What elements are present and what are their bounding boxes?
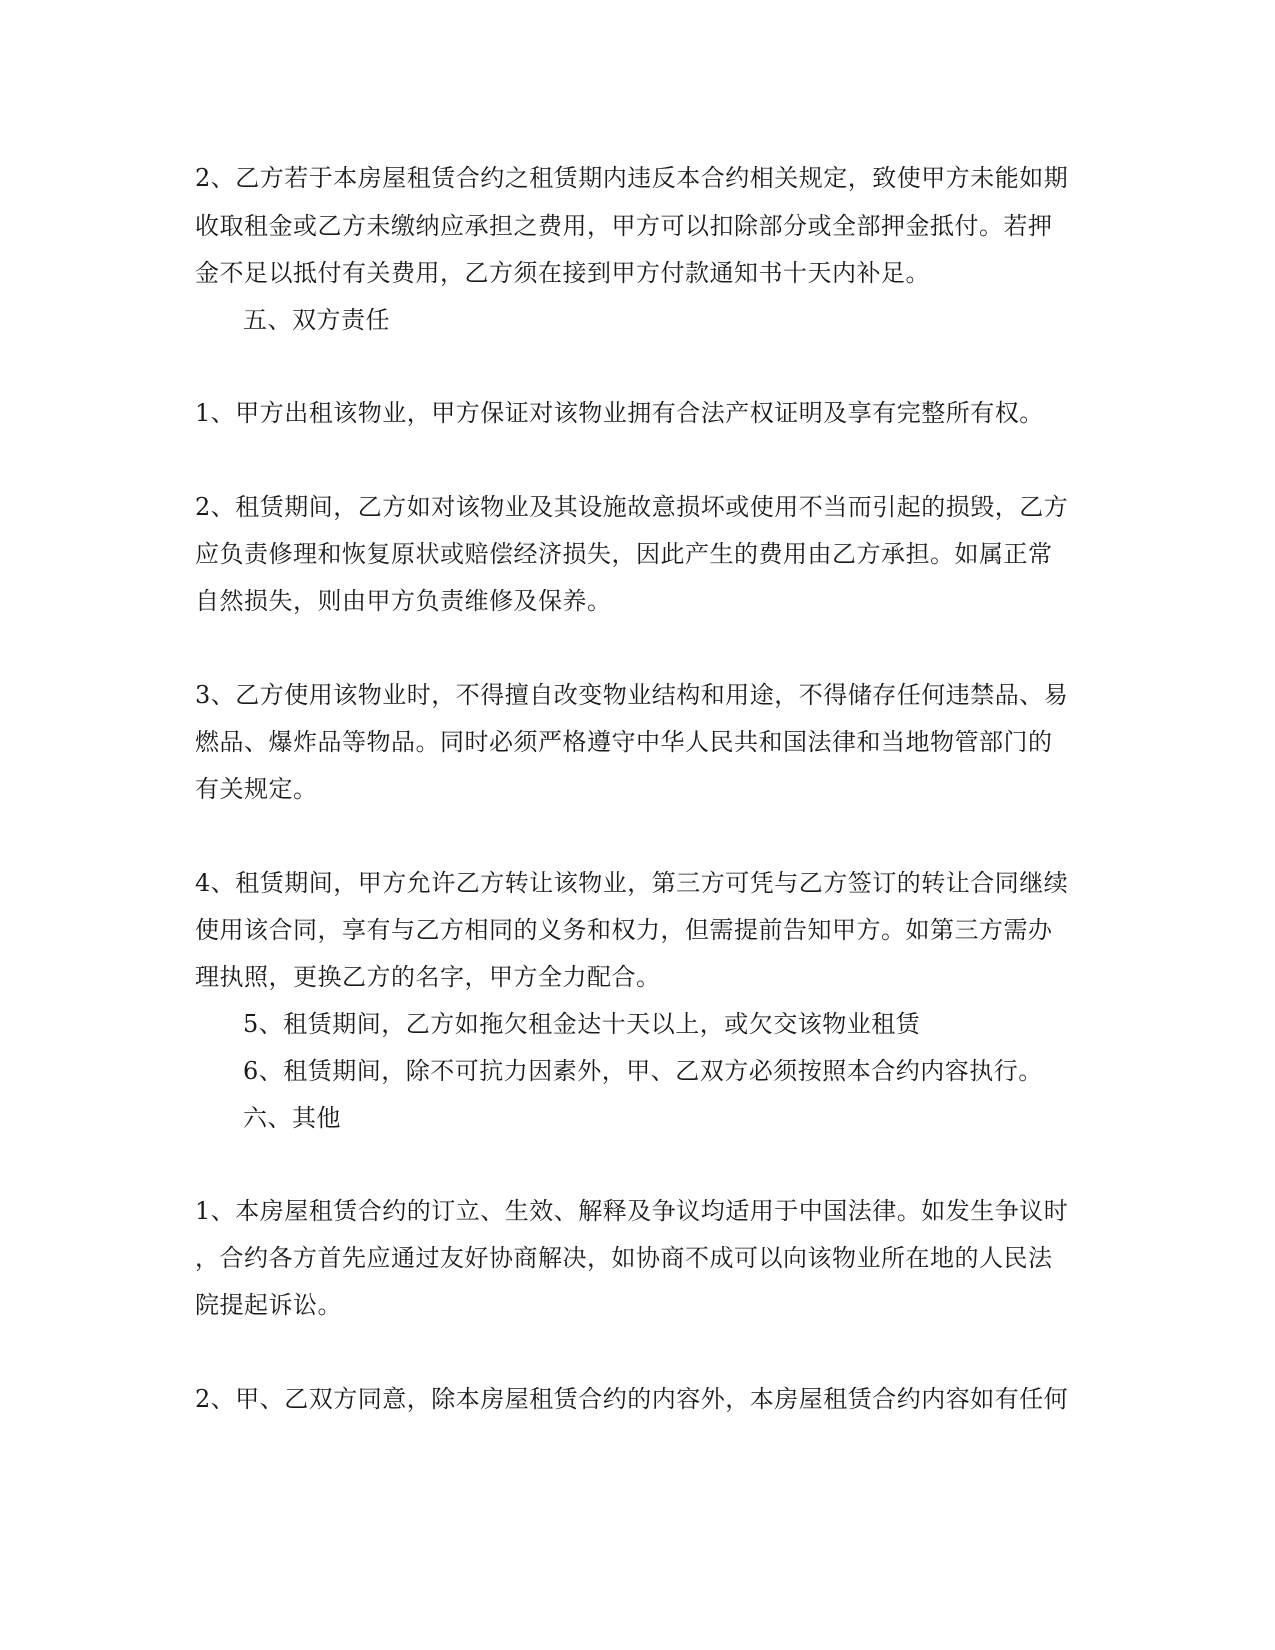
clause-5-3-line-2: 燃品、爆炸品等物品。同时必须严格遵守中华人民共和国法律和当地物管部门的	[195, 728, 1053, 756]
clause-5-2-line-1: 2、租赁期间，乙方如对该物业及其设施故意损坏或使用不当而引起的损毁，乙方	[195, 493, 1069, 521]
clause-6-1-line-1: 1、本房屋租赁合约的订立、生效、解释及争议均适用于中国法律。如发生争议时	[195, 1197, 1069, 1225]
clause-5-1-line-1: 1、甲方出租该物业，甲方保证对该物业拥有合法产权证明及享有完整所有权。	[195, 399, 1044, 427]
clause-4-2-line-1: 2、乙方若于本房屋租赁合约之租赁期内违反本合约相关规定，致使甲方未能如期	[195, 164, 1069, 192]
clause-5-2-line-3: 自然损失，则由甲方负责维修及保养。	[195, 587, 612, 615]
clause-5-5-line-1: 5、租赁期间，乙方如拖欠租金达十天以上，或欠交该物业租赁	[243, 1010, 921, 1038]
clause-5-6-line-1: 6、租赁期间，除不可抗力因素外，甲、乙双方必须按照本合约内容执行。	[243, 1057, 1043, 1085]
clause-6-1-line-2: ，合约各方首先应通过友好协商解决，如协商不成可以向该物业所在地的人民法	[195, 1244, 1053, 1272]
clause-5-3-line-3: 有关规定。	[195, 775, 318, 803]
clause-5-4-line-2: 使用该合同，享有与乙方相同的义务和权力，但需提前告知甲方。如第三方需办	[195, 916, 1053, 944]
section-5-heading: 五、双方责任	[243, 306, 390, 334]
clause-5-4-line-1: 4、租赁期间，甲方允许乙方转让该物业，第三方可凭与乙方签订的转让合同继续	[195, 869, 1069, 897]
clause-5-2-line-2: 应负责修理和恢复原状或赔偿经济损失，因此产生的费用由乙方承担。如属正常	[195, 540, 1053, 568]
clause-6-1-line-3: 院提起诉讼。	[195, 1291, 342, 1319]
section-6-heading: 六、其他	[243, 1104, 341, 1132]
clause-6-2-line-1: 2、甲、乙双方同意，除本房屋租赁合约的内容外，本房屋租赁合约内容如有任何	[195, 1385, 1069, 1413]
clause-5-3-line-1: 3、乙方使用该物业时，不得擅自改变物业结构和用途，不得储存任何违禁品、易	[195, 681, 1069, 709]
clause-4-2-line-3: 金不足以抵付有关费用，乙方须在接到甲方付款通知书十天内补足。	[195, 259, 930, 287]
clause-5-4-line-3: 理执照，更换乙方的名字，甲方全力配合。	[195, 963, 661, 991]
clause-4-2-line-2: 收取租金或乙方未缴纳应承担之费用，甲方可以扣除部分或全部押金抵付。若押	[195, 212, 1053, 240]
